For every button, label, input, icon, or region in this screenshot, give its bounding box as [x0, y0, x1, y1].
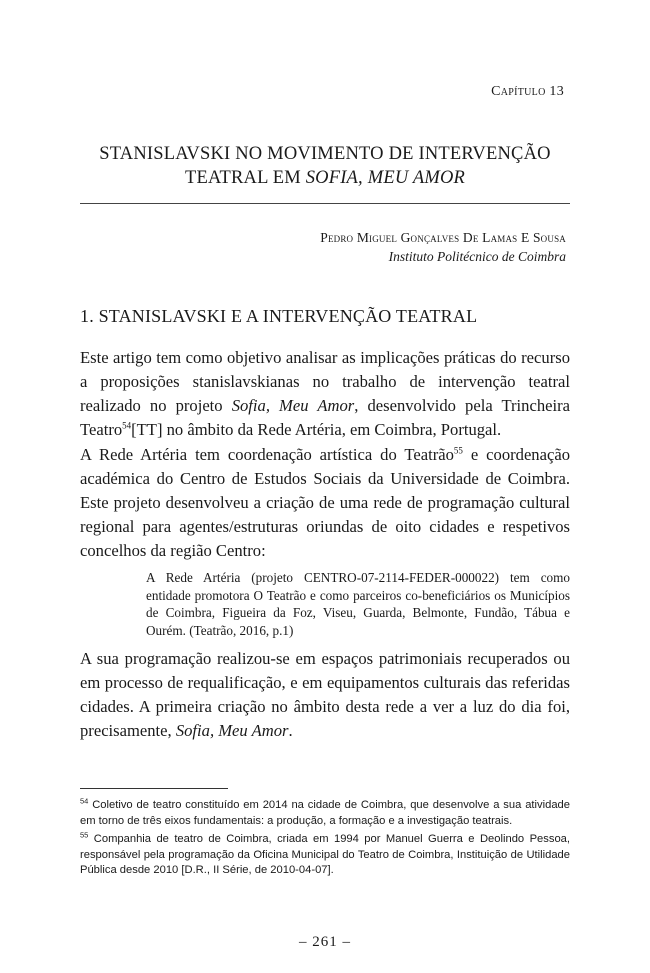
page-number: – 261 –	[299, 934, 351, 950]
paragraph-3	[80, 647, 570, 743]
paragraph-2-text-b: e coordenação académica do Centro de Estudos Sociais da Universidade de Coimbra. Este projeto desenvolveu a criação de uma rede de programação cultural regional para agentes/estruturas oriundas de oito cidades e respetivos concelhos da região Centro:	[80, 445, 571, 560]
article-title	[80, 142, 570, 190]
footnote-number: 55	[80, 830, 89, 840]
paragraph-3-italic: Sofia, Meu Amor	[175, 721, 289, 740]
author-block	[320, 228, 566, 266]
title-italic-play-name: SOFIA, MEU AMOR	[305, 168, 466, 188]
footnote-ref-55[interactable]: 55	[453, 445, 463, 456]
paragraph-1-text-a: Este artigo tem como objetivo analisar as implicações práticas do recurso a proposições stanislavskianas no trabalho de intervenção teatral realizado no projeto	[80, 348, 570, 415]
footnote-54	[80, 798, 570, 829]
paragraph-2-text-a: A Rede Artéria tem coordenação artística do Teatrão	[80, 445, 454, 464]
title-line-2-prefix: TEATRAL EM	[184, 168, 306, 188]
footnote-divider	[80, 788, 228, 789]
paragraph-1-italic: Sofia, Meu Amor	[231, 396, 355, 415]
paragraph-3-text-b: .	[288, 721, 293, 740]
paragraph-2	[80, 443, 570, 563]
block-quote: A Rede Artéria (projeto CENTRO-07-2114-FEDER-000022) tem como entidade promotora O Teatrão e como parceiros co-beneficiários os Municípios de Coimbra, Figueira da Foz, Viseu, Guarda, Belmonte, Fundão, Tábua e Ourém. (Teatrão, 2016, p.1)	[146, 570, 570, 638]
paragraph-1-text-c: [TT] no âmbito da Rede Artéria, em Coimbra, Portugal.	[131, 420, 502, 439]
footnotes	[80, 798, 570, 882]
footnote-ref-54[interactable]: 54	[122, 420, 132, 431]
footnote-number: 54	[80, 796, 89, 806]
section-heading: 1. STANISLAVSKI E A INTERVENÇÃO TEATRAL	[80, 306, 478, 326]
title-line-2	[80, 166, 570, 190]
author-institution: Instituto Politécnico de Coimbra	[388, 249, 566, 264]
footnote-55	[80, 832, 570, 879]
footnote-text: Coletivo de teatro constituído em 2014 na cidade de Coimbra, que desenvolve a sua atividade em torno de três eixos fundamentais: a produção, a formação e a investigação teatrais.	[80, 799, 570, 827]
chapter-label: Capítulo 13	[491, 84, 564, 99]
title-line-1: STANISLAVSKI NO MOVIMENTO DE INTERVENÇÃO	[99, 144, 551, 164]
author-name: Pedro Miguel Gonçalves De Lamas E Sousa	[320, 230, 566, 245]
title-divider	[80, 203, 570, 204]
paragraph-1	[80, 346, 570, 442]
footnote-text: Companhia de teatro de Coimbra, criada em 1994 por Manuel Guerra e Deolindo Pessoa, responsável pela programação da Oficina Municipal do Teatro de Coimbra, Instituição de Utilidade Pública desde 2010 [D.R., II Série, de 2010-04-07].	[80, 833, 570, 877]
paragraph-1-text-b: , desenvolvido pela Trincheira Teatro	[80, 396, 570, 439]
paragraph-3-text-a: A sua programação realizou-se em espaços patrimoniais recuperados ou em processo de requalificação, e em equipamentos culturais das referidas cidades. A primeira criação no âmbito desta rede a ver a luz do dia foi, precisamente,	[80, 649, 570, 740]
